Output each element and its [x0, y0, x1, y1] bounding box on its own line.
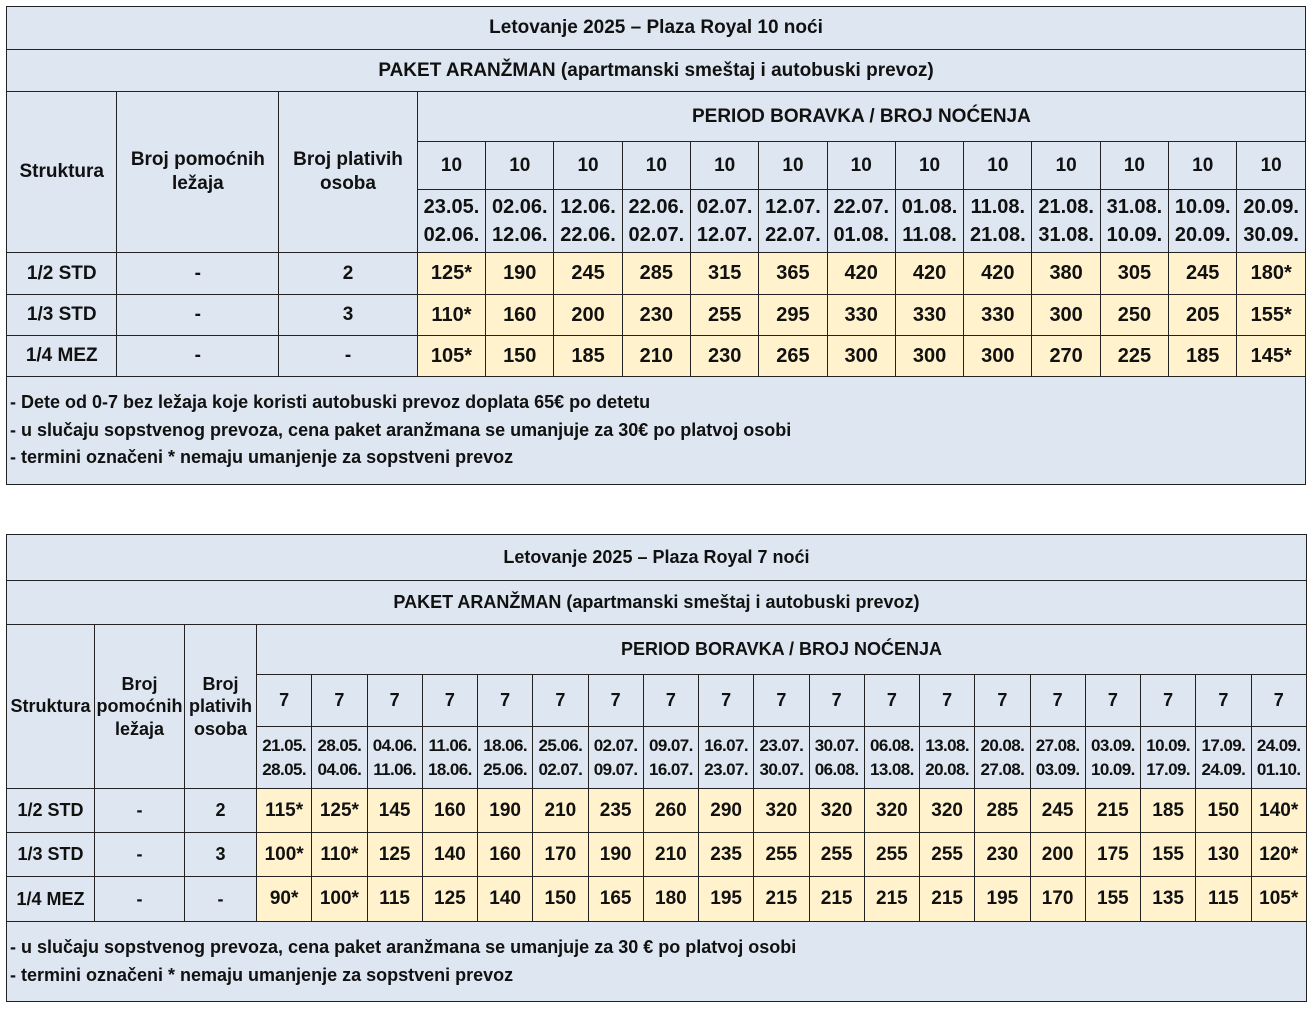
period-cell: [759, 190, 827, 253]
price-cell: 255: [691, 295, 759, 336]
row-struktura: 1/2 STD: [7, 789, 95, 833]
price-cell: 210: [533, 789, 588, 833]
price-table-10-nights: [6, 6, 1306, 485]
period-cell: [699, 727, 754, 789]
period-end: 17.09.: [1146, 759, 1190, 779]
price-cell: 115: [367, 877, 422, 922]
price-cell: 125*: [312, 789, 367, 833]
price-cell: 200: [554, 295, 622, 336]
row-plativih: 2: [185, 789, 257, 833]
price-cell: 170: [1030, 877, 1085, 922]
nights-cell: 7: [422, 675, 477, 727]
row-struktura: 1/3 STD: [7, 295, 117, 336]
period-start: 09.07.: [649, 735, 693, 755]
period-start: 22.07.: [833, 196, 890, 218]
price-cell: 145: [367, 789, 422, 833]
period-end: 11.08.: [902, 224, 957, 246]
nights-cell: 10: [827, 142, 895, 190]
price-cell: 245: [1169, 253, 1237, 295]
price-cell: 100*: [312, 877, 367, 922]
period-end: 24.09.: [1201, 759, 1246, 779]
price-cell: 215: [864, 877, 919, 922]
nights-cell: 10: [1032, 142, 1100, 190]
price-cell: 170: [533, 833, 588, 877]
price-cell: 255: [864, 833, 919, 877]
nights-cell: 10: [1169, 142, 1237, 190]
period-start: 03.09.: [1091, 735, 1135, 755]
row-struktura: 1/3 STD: [7, 833, 95, 877]
nights-cell: 10: [1237, 142, 1306, 190]
nights-cell: 7: [1030, 675, 1085, 727]
price-cell: 100*: [257, 833, 312, 877]
period-start: 01.08.: [901, 196, 958, 218]
period-end: 12.07.: [696, 224, 753, 246]
period-cell: [809, 727, 864, 789]
nights-cell: 7: [312, 675, 367, 727]
nights-cell: 10: [964, 142, 1032, 190]
price-cell: 150: [486, 336, 554, 377]
period-end: 10.09.: [1091, 759, 1135, 779]
price-cell: 140*: [1251, 789, 1306, 833]
price-cell: 210: [643, 833, 698, 877]
table-subtitle: PAKET ARANŽMAN (apartmanski smeštaj i autobuski prevoz): [7, 50, 1306, 92]
period-end: 11.06.: [373, 759, 416, 779]
price-cell: 175: [1085, 833, 1140, 877]
period-end: 20.08.: [925, 759, 969, 779]
period-start: 02.07.: [696, 196, 753, 218]
period-cell: [754, 727, 809, 789]
period-start: 25.06.: [538, 735, 583, 755]
price-cell: 140: [478, 877, 533, 922]
period-cell: [417, 190, 485, 253]
period-cell: [1100, 190, 1168, 253]
period-end: 31.08.: [1038, 224, 1094, 246]
period-start: 18.06.: [483, 735, 527, 755]
price-cell: 330: [827, 295, 895, 336]
price-cell: 190: [478, 789, 533, 833]
price-cell: 215: [754, 877, 809, 922]
price-cell: 195: [699, 877, 754, 922]
header-plativih-osoba: Broj plativih osoba: [185, 625, 257, 789]
period-cell: [1030, 727, 1085, 789]
period-cell: [422, 727, 477, 789]
price-cell: 230: [622, 295, 690, 336]
price-cell: 245: [554, 253, 622, 295]
price-cell: 125: [367, 833, 422, 877]
row-struktura: 1/2 STD: [7, 253, 117, 295]
table-row: [7, 833, 1307, 877]
nights-cell: 10: [417, 142, 485, 190]
period-cell: [478, 727, 533, 789]
header-pomocnih-lezaja: Broj pomoćnih ležaja: [117, 92, 279, 253]
price-cell: 110*: [417, 295, 485, 336]
price-cell: 285: [622, 253, 690, 295]
nights-cell: 7: [533, 675, 588, 727]
price-cell: 205: [1169, 295, 1237, 336]
price-cell: 185: [1169, 336, 1237, 377]
period-end: 22.07.: [765, 224, 821, 246]
period-end: 02.07.: [628, 224, 685, 246]
period-start: 20.09.: [1243, 196, 1299, 218]
price-cell: 420: [895, 253, 963, 295]
price-cell: 420: [827, 253, 895, 295]
row-plativih: -: [185, 877, 257, 922]
price-cell: 300: [827, 336, 895, 377]
period-end: 30.07.: [759, 759, 804, 779]
nights-cell: 10: [759, 142, 827, 190]
price-cell: 225: [1100, 336, 1168, 377]
period-end: 21.08.: [970, 224, 1026, 246]
period-start: 17.09.: [1201, 735, 1246, 755]
price-cell: 285: [975, 789, 1030, 833]
period-cell: [622, 190, 690, 253]
period-cell: [964, 190, 1032, 253]
period-end: 27.08.: [980, 759, 1025, 779]
row-pomocnih: -: [117, 336, 279, 377]
period-start: 10.09.: [1146, 735, 1190, 755]
period-end: 30.09.: [1243, 224, 1299, 246]
price-cell: 300: [1032, 295, 1100, 336]
period-end: 18.06.: [428, 759, 472, 779]
period-end: 01.08.: [833, 224, 890, 246]
period-cell: [533, 727, 588, 789]
period-start: 12.07.: [765, 196, 821, 218]
period-start: 02.07.: [593, 735, 638, 755]
price-cell: 330: [964, 295, 1032, 336]
price-cell: 255: [809, 833, 864, 877]
price-cell: 165: [588, 877, 643, 922]
price-cell: 215: [1085, 789, 1140, 833]
price-cell: 180*: [1237, 253, 1306, 295]
header-struktura: Struktura: [7, 92, 117, 253]
period-start: 23.05.: [423, 196, 480, 218]
nights-cell: 10: [691, 142, 759, 190]
price-cell: 150: [1196, 789, 1251, 833]
price-cell: 235: [588, 789, 643, 833]
table-title: Letovanje 2025 – Plaza Royal 7 noći: [7, 535, 1307, 581]
price-cell: 140: [422, 833, 477, 877]
period-end: 25.06.: [483, 759, 527, 779]
price-cell: 120*: [1251, 833, 1306, 877]
period-end: 10.09.: [1106, 224, 1163, 246]
price-cell: 320: [754, 789, 809, 833]
price-cell: 180: [643, 877, 698, 922]
period-start: 22.06.: [628, 196, 685, 218]
period-cell: [1141, 727, 1196, 789]
nights-cell: 7: [920, 675, 975, 727]
price-cell: 230: [975, 833, 1030, 877]
price-cell: 245: [1030, 789, 1085, 833]
period-cell: [895, 190, 963, 253]
row-struktura: 1/4 MEZ: [7, 877, 95, 922]
price-cell: 215: [809, 877, 864, 922]
period-end: 01.10.: [1256, 759, 1301, 779]
nights-cell: 10: [486, 142, 554, 190]
table-row: [7, 877, 1307, 922]
nights-cell: 7: [1196, 675, 1251, 727]
period-start: 10.09.: [1174, 196, 1231, 218]
price-cell: 115*: [257, 789, 312, 833]
period-end: 06.08.: [814, 759, 859, 779]
period-start: 21.05.: [262, 735, 306, 755]
period-start: 13.08.: [925, 735, 969, 755]
period-end: 12.06.: [491, 224, 548, 246]
table-title: Letovanje 2025 – Plaza Royal 10 noći: [7, 7, 1306, 50]
period-cell: [1237, 190, 1306, 253]
period-cell: [257, 727, 312, 789]
period-start: 23.07.: [759, 735, 804, 755]
nights-cell: 7: [478, 675, 533, 727]
period-end: 03.09.: [1035, 759, 1080, 779]
period-cell: [486, 190, 554, 253]
nights-cell: 7: [1251, 675, 1306, 727]
price-cell: 215: [920, 877, 975, 922]
period-cell: [864, 727, 919, 789]
notes: [7, 377, 1306, 485]
price-cell: 305: [1100, 253, 1168, 295]
period-end: 20.09.: [1174, 224, 1231, 246]
period-cell: [312, 727, 367, 789]
period-start: 28.05.: [317, 735, 362, 755]
period-cell: [1169, 190, 1237, 253]
nights-cell: 7: [367, 675, 422, 727]
nights-cell: 7: [754, 675, 809, 727]
price-cell: 155*: [1237, 295, 1306, 336]
row-plativih: 2: [279, 253, 418, 295]
note-line: - Dete od 0-7 bez ležaja koje koristi autobuski prevoz doplata 65€ po detetu: [10, 391, 651, 412]
header-period: PERIOD BORAVKA / BROJ NOĆENJA: [257, 625, 1307, 675]
price-cell: 300: [964, 336, 1032, 377]
price-cell: 145*: [1237, 336, 1306, 377]
nights-cell: 7: [809, 675, 864, 727]
price-cell: 160: [478, 833, 533, 877]
nights-cell: 10: [554, 142, 622, 190]
period-cell: [920, 727, 975, 789]
period-cell: [975, 727, 1030, 789]
note-line: - u slučaju sopstvenog prevoza, cena paket aranžmana se umanjuje za 30 € po platvoj osobi: [10, 936, 797, 957]
row-pomocnih: -: [95, 789, 185, 833]
price-cell: 155: [1141, 833, 1196, 877]
period-start: 11.06.: [428, 735, 472, 755]
table-row: [7, 295, 1306, 336]
period-cell: [1251, 727, 1306, 789]
price-cell: 320: [864, 789, 919, 833]
row-pomocnih: -: [117, 295, 279, 336]
price-cell: 380: [1032, 253, 1100, 295]
row-struktura: 1/4 MEZ: [7, 336, 117, 377]
price-cell: 420: [964, 253, 1032, 295]
row-pomocnih: -: [95, 833, 185, 877]
price-cell: 320: [920, 789, 975, 833]
price-cell: 110*: [312, 833, 367, 877]
period-cell: [1085, 727, 1140, 789]
price-cell: 105*: [1251, 877, 1306, 922]
nights-cell: 10: [1100, 142, 1168, 190]
table-row: [7, 336, 1306, 377]
price-cell: 320: [809, 789, 864, 833]
period-start: 11.08.: [970, 196, 1026, 218]
price-cell: 260: [643, 789, 698, 833]
period-start: 24.09.: [1256, 735, 1301, 755]
price-cell: 200: [1030, 833, 1085, 877]
price-cell: 315: [691, 253, 759, 295]
price-cell: 300: [895, 336, 963, 377]
price-cell: 125*: [417, 253, 485, 295]
period-cell: [827, 190, 895, 253]
period-end: 23.07.: [704, 759, 748, 779]
table-row: [7, 789, 1307, 833]
period-end: 02.06.: [423, 224, 480, 246]
period-start: 27.08.: [1035, 735, 1080, 755]
period-end: 22.06.: [560, 224, 616, 246]
row-plativih: 3: [279, 295, 418, 336]
note-line: - termini označeni * nemaju umanjenje za sopstveni prevoz: [10, 447, 514, 468]
price-cell: 195: [975, 877, 1030, 922]
row-plativih: -: [279, 336, 418, 377]
period-start: 12.06.: [560, 196, 616, 218]
price-cell: 155: [1085, 877, 1140, 922]
note-line: - termini označeni * nemaju umanjenje za sopstveni prevoz: [10, 964, 514, 985]
period-start: 30.07.: [814, 735, 859, 755]
nights-cell: 7: [643, 675, 698, 727]
price-cell: 250: [1100, 295, 1168, 336]
nights-cell: 7: [588, 675, 643, 727]
period-end: 02.07.: [538, 759, 583, 779]
period-end: 04.06.: [317, 759, 362, 779]
price-cell: 90*: [257, 877, 312, 922]
period-cell: [588, 727, 643, 789]
price-cell: 255: [754, 833, 809, 877]
price-cell: 115: [1196, 877, 1251, 922]
price-cell: 130: [1196, 833, 1251, 877]
table-row: [7, 253, 1306, 295]
nights-cell: 10: [622, 142, 690, 190]
period-start: 06.08.: [870, 735, 914, 755]
period-end: 13.08.: [870, 759, 914, 779]
price-cell: 190: [588, 833, 643, 877]
price-cell: 210: [622, 336, 690, 377]
price-cell: 330: [895, 295, 963, 336]
price-cell: 160: [422, 789, 477, 833]
nights-cell: 7: [864, 675, 919, 727]
price-cell: 230: [691, 336, 759, 377]
header-pomocnih-lezaja: Broj pomoćnih ležaja: [95, 625, 185, 789]
period-start: 04.06.: [372, 735, 417, 755]
period-cell: [367, 727, 422, 789]
price-cell: 160: [486, 295, 554, 336]
notes: [7, 922, 1307, 1002]
period-cell: [691, 190, 759, 253]
period-end: 28.05.: [262, 759, 306, 779]
nights-cell: 7: [699, 675, 754, 727]
nights-cell: 7: [257, 675, 312, 727]
price-cell: 290: [699, 789, 754, 833]
price-cell: 105*: [417, 336, 485, 377]
row-plativih: 3: [185, 833, 257, 877]
period-cell: [554, 190, 622, 253]
price-table-7-nights: [6, 534, 1307, 1002]
row-pomocnih: -: [117, 253, 279, 295]
price-cell: 265: [759, 336, 827, 377]
nights-cell: 7: [1141, 675, 1196, 727]
period-end: 09.07.: [593, 759, 638, 779]
period-cell: [643, 727, 698, 789]
period-end: 16.07.: [649, 759, 693, 779]
price-cell: 150: [533, 877, 588, 922]
period-cell: [1032, 190, 1100, 253]
nights-cell: 7: [1085, 675, 1140, 727]
row-pomocnih: -: [95, 877, 185, 922]
price-cell: 185: [1141, 789, 1196, 833]
note-line: - u slučaju sopstvenog prevoza, cena paket aranžmana se umanjuje za 30€ po platvoj osobi: [10, 419, 792, 440]
period-cell: [1196, 727, 1251, 789]
price-cell: 255: [920, 833, 975, 877]
period-start: 16.07.: [704, 735, 748, 755]
price-cell: 125: [422, 877, 477, 922]
price-cell: 235: [699, 833, 754, 877]
nights-cell: 10: [895, 142, 963, 190]
price-cell: 365: [759, 253, 827, 295]
price-cell: 190: [486, 253, 554, 295]
header-struktura: Struktura: [7, 625, 95, 789]
price-cell: 295: [759, 295, 827, 336]
period-start: 21.08.: [1038, 196, 1094, 218]
table-subtitle: PAKET ARANŽMAN (apartmanski smeštaj i autobuski prevoz): [7, 581, 1307, 625]
header-plativih-osoba: Broj plativih osoba: [279, 92, 418, 253]
period-start: 31.08.: [1106, 196, 1163, 218]
period-start: 02.06.: [491, 196, 548, 218]
nights-cell: 7: [975, 675, 1030, 727]
price-cell: 270: [1032, 336, 1100, 377]
price-cell: 135: [1141, 877, 1196, 922]
period-start: 20.08.: [980, 735, 1025, 755]
price-cell: 185: [554, 336, 622, 377]
header-period: PERIOD BORAVKA / BROJ NOĆENJA: [417, 92, 1305, 142]
